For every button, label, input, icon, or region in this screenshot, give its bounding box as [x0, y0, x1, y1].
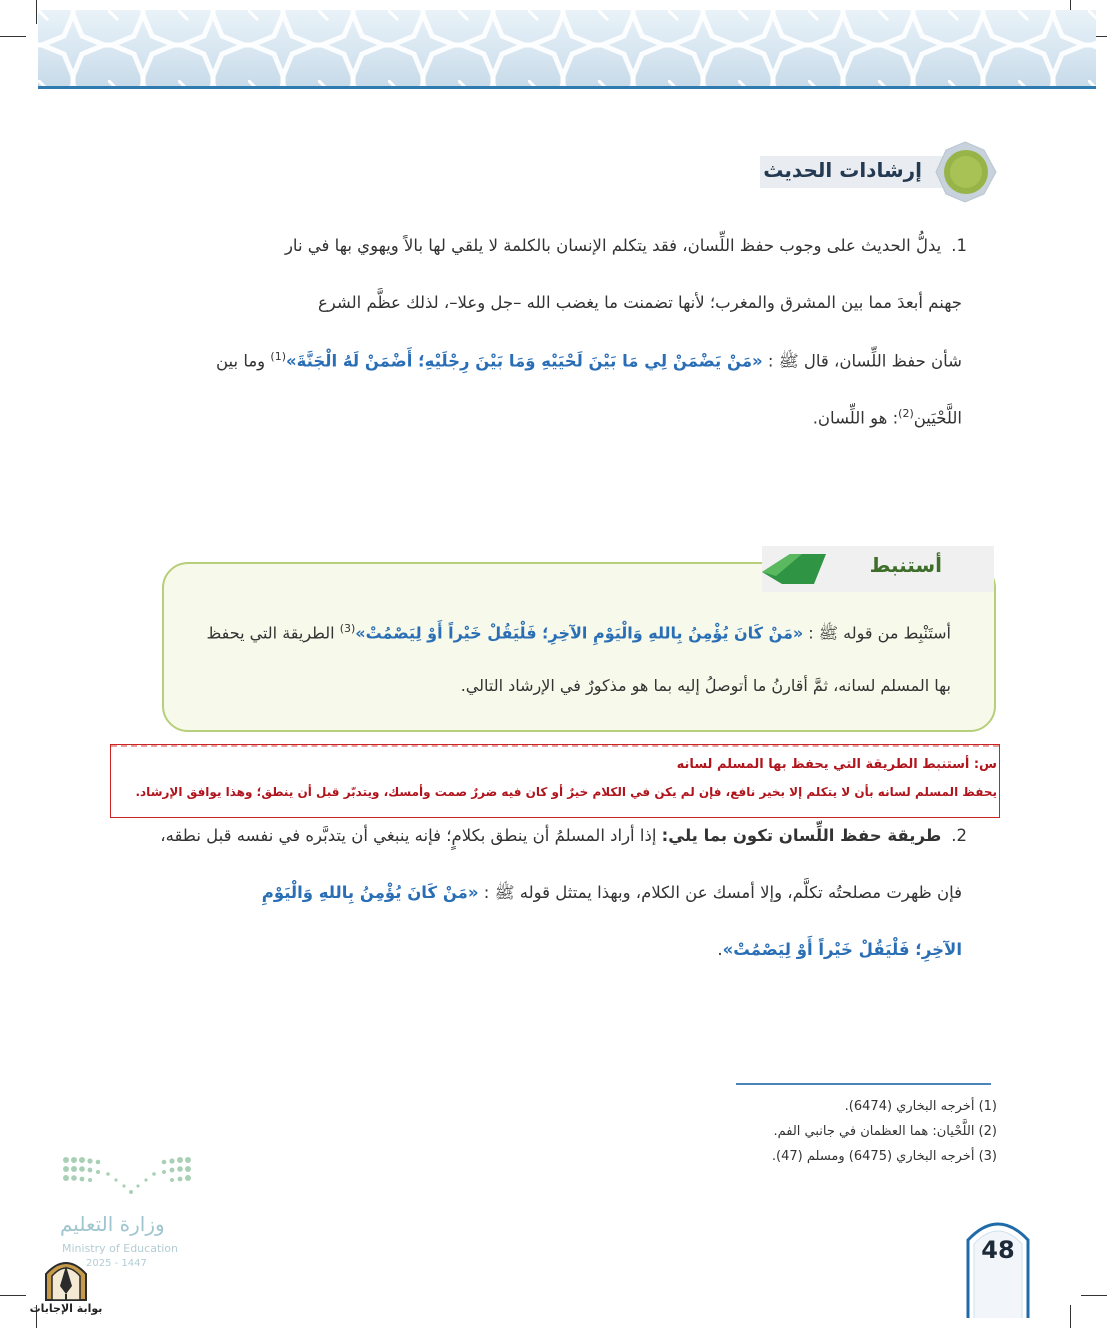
site-logo[interactable] — [28, 1254, 104, 1318]
section-title: إرشادات الحديث — [763, 158, 922, 182]
geometric-pattern — [38, 10, 1096, 86]
footnote-2: (2) اللَّحْيان: هما العظمان في جانبي الفم. — [773, 1124, 997, 1139]
ministry-name-en: Ministry of Education — [62, 1242, 179, 1255]
ministry-name-ar: وزارة التعليم — [60, 1212, 165, 1236]
hadith-text: جهنم أبعدَ مما بين المشرق والمغرب؛ لأنها تضمنت ما يغضب الله –جل وعلا–، لذلك عظَّم الشرع — [317, 293, 962, 312]
crop-mark — [0, 1295, 26, 1296]
site-name: بوابة الإجابات — [29, 1302, 103, 1315]
method-line-1 — [160, 826, 967, 845]
page-number-tab — [966, 1214, 1030, 1318]
page-number: 48 — [981, 1236, 1015, 1264]
method-heading: طريقة حفظ اللِّسان تكون بما يلي: — [661, 826, 942, 845]
footnote-ref[interactable]: (2) — [898, 407, 914, 420]
crop-mark — [36, 0, 37, 24]
hadith-text: وما بين — [215, 351, 271, 371]
hadith-quote: «مَنْ يَضْمَنْ لِي مَا بَيْنَ لَحْيَيْهِ وَمَا بَيْنَ رِجْلَيْهِ؛ أَضْمَنْ لَهُ الْجَنَّةَ» — [286, 351, 763, 371]
method-quote: «مَنْ كَانَ يُؤْمِنُ بِاللهِ وَالْيَوْمِ — [261, 883, 479, 902]
page-tab-shape — [966, 1214, 1030, 1318]
deduce-line-2 — [461, 676, 951, 695]
hadith-text: : هو اللِّسان. — [812, 408, 899, 428]
item-number: 2. — [951, 826, 967, 845]
footnote-ref[interactable]: (1) — [270, 350, 286, 363]
hadith-line-3 — [216, 350, 962, 376]
method-text: فإن ظهرت مصلحتُه تكلَّم، وإلا أمسك عن الكلام، وبهذا يمتثل قوله ﷺ : — [478, 883, 962, 902]
answer-question: س: أستنبط الطريقة التي يحفظ بها المسلم لسانه — [676, 757, 997, 772]
crop-mark — [0, 36, 26, 37]
deduce-text: الطريقة التي يحفظ — [206, 623, 340, 643]
method-quote: الآخِرِ؛ فَلْيَقُلْ خَيْراً أَوْ لِيَصْمُتْ» — [722, 940, 962, 959]
ministry-dots-icon — [58, 1152, 208, 1208]
section-header — [760, 138, 1000, 206]
footnote-ref[interactable]: (3) — [339, 622, 356, 635]
answer-response: يحفظ المسلم لسانه بأن لا يتكلم إلا بخير نافع، فإن لم يكن في الكلام خيرٌ أو كان فيه ضررٌ صمت وأمسك، ويتدبّر قبل أن ينطق؛ وهذا يوافق الإرشاد. — [135, 785, 997, 799]
deduce-quote: «مَنْ كَانَ يُؤْمِنُ بِاللهِ وَالْيَوْمِ الآخِرِ؛ فَلْيَقُلْ خَيْراً أَوْ لِيَصْمُتْ» — [355, 623, 804, 643]
hadith-text: شأن حفظ اللِّسان، قال ﷺ : — [762, 351, 962, 371]
method-line-3 — [717, 940, 962, 959]
hadith-text: اللَّحْيَين — [913, 408, 962, 428]
method-text: . — [717, 940, 723, 959]
header-rule — [38, 86, 1096, 89]
crop-mark — [1070, 1305, 1071, 1328]
header-banner — [38, 10, 1096, 86]
footnote-3: (3) أخرجه البخاري (6475) ومسلم (47). — [771, 1149, 997, 1164]
footnote-rule — [736, 1083, 991, 1085]
deduce-text: بها المسلم لسانه، ثمَّ أقارنُ ما أتوصلُ إليه بما هو مذكورٌ في الإرشاد التالي. — [460, 676, 951, 695]
hadith-text: يدلُّ الحديث على وجوب حفظ اللِّسان، فقد يتكلم الإنسان بالكلمة لا يلقي لها بالاً ويهوي بها في نار — [284, 236, 942, 255]
footnote-1: (1) أخرجه البخاري (6474). — [844, 1099, 997, 1114]
deduce-line-1 — [206, 622, 951, 646]
crop-mark — [1081, 1295, 1107, 1296]
deduce-title: أستنبط — [869, 553, 942, 577]
answer-box — [110, 744, 1000, 818]
hadith-line-1 — [285, 236, 967, 255]
hadith-line-4 — [813, 407, 962, 428]
method-text: إذا أراد المسلمُ أن ينطق بكلامٍ؛ فإنه ينبغي أن يتدبَّره في نفسه قبل نطقه، — [160, 826, 662, 845]
method-line-2 — [262, 883, 962, 907]
hadith-line-2 — [318, 293, 962, 312]
arch-pen-icon — [28, 1254, 104, 1302]
divider — [111, 745, 999, 747]
deduce-tab — [762, 546, 994, 592]
item-number: 1. — [951, 236, 967, 255]
ministry-year: 2025 - 1447 — [86, 1258, 147, 1269]
deduce-text: أستَنْبِط من قوله ﷺ : — [803, 623, 951, 643]
